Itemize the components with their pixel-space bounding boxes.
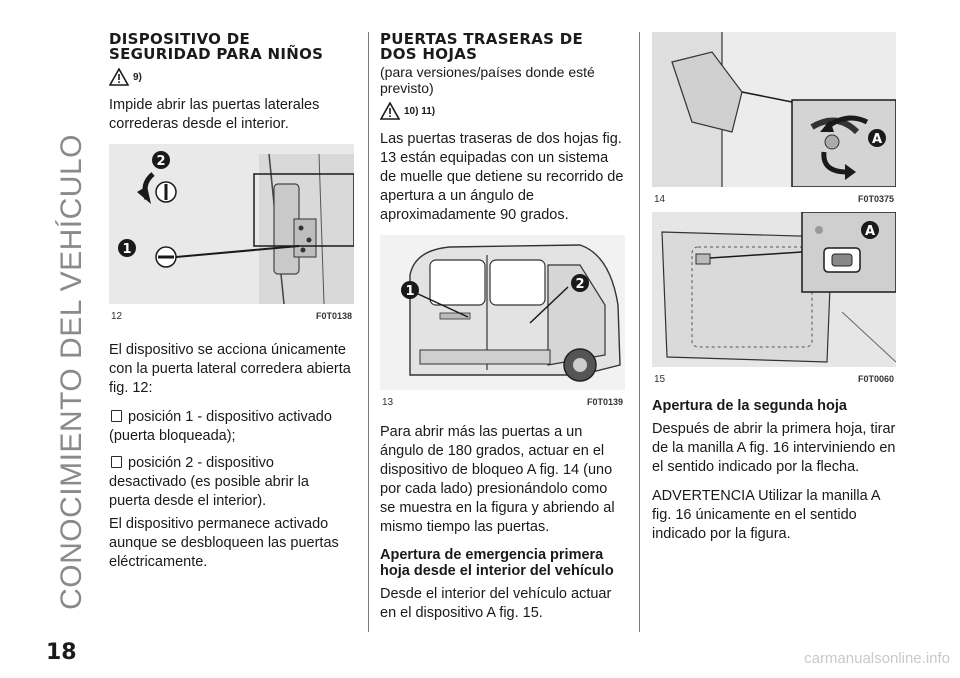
figure-code: F0T0375 xyxy=(857,194,894,204)
bullet-position-1 xyxy=(109,408,354,446)
warning-ref-text: 10) 11) xyxy=(404,105,436,117)
heading-line-2: DOS HOJAS xyxy=(380,45,478,63)
paragraph-pull-handle: Después de abrir la primera hoja, tirar de la manilla A fig. 16 interviniendo en el sentido indicado por la flecha. xyxy=(652,421,896,475)
column-child-lock xyxy=(109,32,354,582)
side-section-title xyxy=(52,30,92,610)
bullet-text: posición 1 - dispositivo activado (puerta bloqueada); xyxy=(109,409,332,444)
subheading-emergency-opening: Apertura de emergencia primera hoja desde el interior del vehículo xyxy=(380,547,614,579)
callout-1: 1 xyxy=(405,284,415,299)
figure-number: 12 xyxy=(111,311,123,322)
callout-a: A xyxy=(864,224,876,239)
side-section-title-text: CONOCIMIENTO DEL VEHÍCULO xyxy=(55,134,88,610)
column-divider-1 xyxy=(368,32,369,632)
figure-13-illustration xyxy=(380,235,625,390)
heading-line-2: SEGURIDAD PARA NIÑOS xyxy=(109,45,324,63)
subheading-versions: (para versiones/países donde esté previsto) xyxy=(380,64,595,96)
figure-code: F0T0139 xyxy=(586,397,623,407)
paragraph-open-180: Para abrir más las puertas a un ángulo de 180 grados, actuar en el dispositivo de bloqueo A fig. 14 (uno por cada lado) presionándolo como se muestra en la figura y abriendo al mismo tiempo las puertas. xyxy=(380,424,615,535)
heading-line-1: PUERTAS TRASERAS DE xyxy=(380,30,584,48)
figure-13 xyxy=(380,235,625,409)
subheading-second-leaf: Apertura de la segunda hoja xyxy=(652,398,847,414)
figure-12 xyxy=(109,144,354,323)
bullet-position-2 xyxy=(109,454,354,511)
figure-number: 15 xyxy=(654,374,666,385)
callout-a: A xyxy=(871,132,883,147)
figure-15-caption xyxy=(652,372,896,386)
paragraph-emergency-device: Desde el interior del vehículo actuar en el dispositivo A fig. 15. xyxy=(380,586,612,621)
paragraph-advertencia: ADVERTENCIA Utilizar la manilla A fig. 16 únicamente en el sentido indicado por la figura. xyxy=(652,488,880,542)
warning-reference xyxy=(109,68,354,86)
section-heading-child-lock xyxy=(109,32,354,62)
figure-15-illustration xyxy=(652,212,896,367)
figure-14-caption xyxy=(652,192,896,206)
warning-triangle-icon xyxy=(109,68,129,86)
paragraph-remains-active: El dispositivo permanece activado aunque se desbloqueen las puertas eléctricamente. xyxy=(109,516,339,570)
figure-13-caption xyxy=(380,395,625,409)
figure-code: F0T0138 xyxy=(315,311,352,321)
figure-number: 14 xyxy=(654,194,666,205)
page-number: 18 xyxy=(46,640,77,665)
column-rear-doors xyxy=(380,32,625,633)
warning-triangle-icon xyxy=(380,102,400,120)
figure-12-illustration xyxy=(109,144,354,304)
figure-15 xyxy=(652,212,896,386)
callout-1: 1 xyxy=(122,242,132,257)
intro-paragraph: Impide abrir las puertas laterales correderas desde el interior. xyxy=(109,97,320,132)
warning-reference xyxy=(380,102,625,120)
watermark: carmanualsonline.info xyxy=(804,650,950,667)
bullet-box-icon xyxy=(111,410,122,422)
figure-number: 13 xyxy=(382,397,394,408)
figure-14 xyxy=(652,32,896,206)
figure-code: F0T0060 xyxy=(857,374,894,384)
section-heading-rear-doors xyxy=(380,32,625,62)
warning-ref-text: 9) xyxy=(133,71,142,83)
paragraph-spring-system: Las puertas traseras de dos hojas fig. 13 están equipadas con un sistema de muelle que detiene su recorrido de apertura a un ángulo de aproximadamente 90 grados. xyxy=(380,131,624,223)
callout-2: 2 xyxy=(575,277,585,292)
column-divider-2 xyxy=(639,32,640,632)
bullet-text: posición 2 - dispositivo desactivado (es posible abrir la puerta desde el interior). xyxy=(109,455,309,509)
paragraph-activation: El dispositivo se acciona únicamente con la puerta lateral corredera abierta fig. 12: xyxy=(109,342,351,396)
callout-2: 2 xyxy=(156,154,166,169)
bullet-box-icon xyxy=(111,456,122,468)
figure-12-caption xyxy=(109,309,354,323)
heading-line-1: DISPOSITIVO DE xyxy=(109,30,250,48)
figure-14-illustration xyxy=(652,32,896,187)
column-figures xyxy=(652,32,896,554)
